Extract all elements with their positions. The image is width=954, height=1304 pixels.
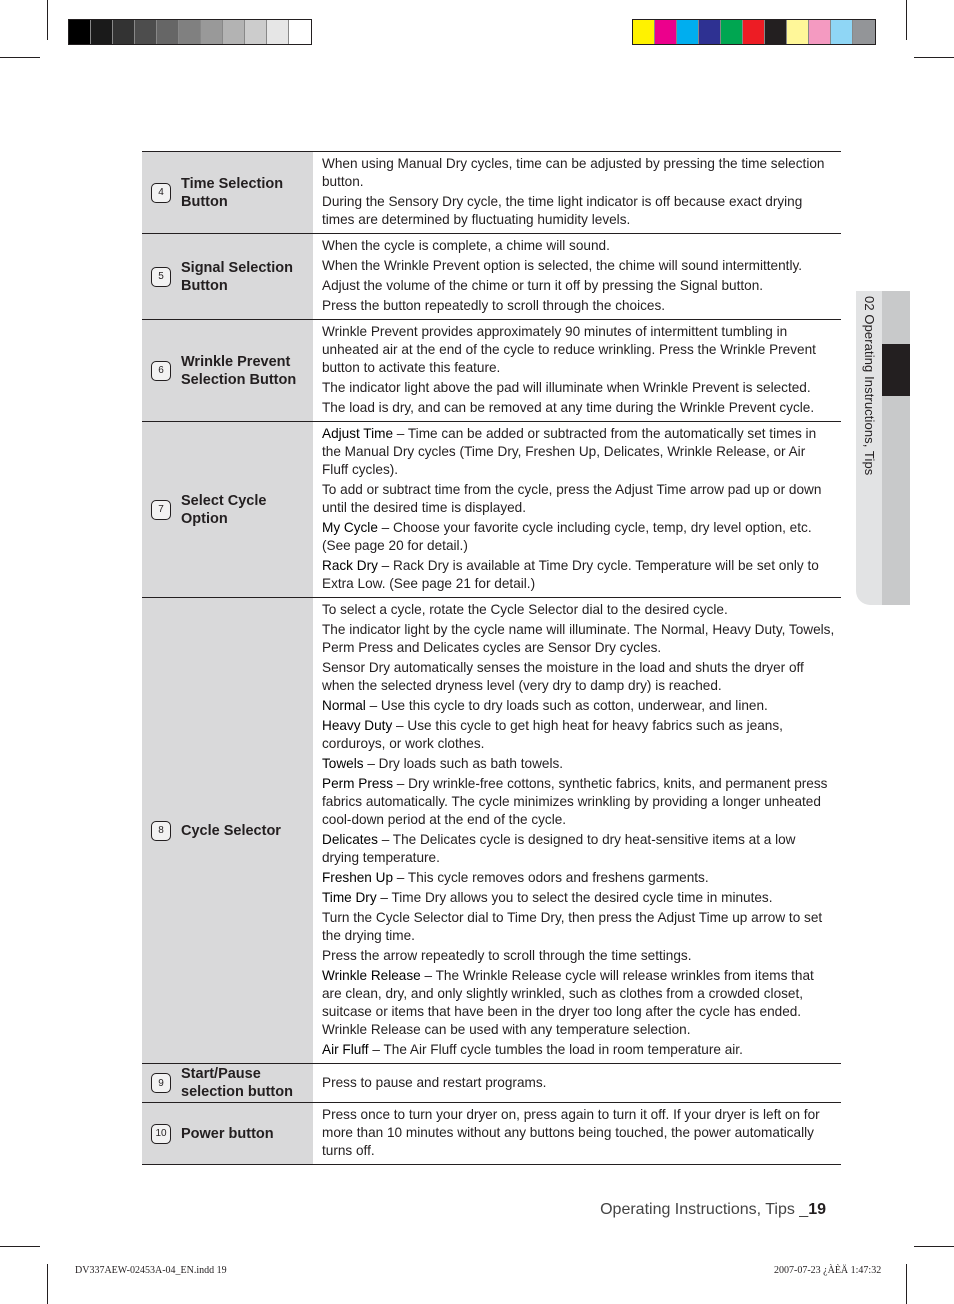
description-paragraph	[322, 1106, 835, 1160]
description-text: – The Delicates cycle is designed to dry heat-sensitive items at a low drying temperature.	[322, 832, 796, 865]
table-row	[142, 320, 841, 422]
color-swatch	[721, 20, 743, 44]
description-term: Perm Press	[322, 776, 394, 791]
color-swatch	[853, 20, 875, 44]
table-row	[142, 422, 841, 598]
description-text: – Dry loads such as bath towels.	[363, 756, 564, 771]
crop-mark	[914, 1246, 954, 1247]
item-number-badge: 8	[151, 821, 171, 841]
item-number-badge: 6	[151, 361, 171, 381]
description-paragraph	[322, 869, 835, 887]
row-label-cell	[142, 422, 313, 598]
item-number-badge: 4	[151, 183, 171, 203]
control-panel-table	[142, 151, 841, 1165]
row-description-cell	[313, 320, 841, 422]
description-text: – Choose your favorite cycle including cycle, temp, dry level option, etc. (See page 20 for detail.)	[322, 520, 812, 553]
description-text: – Dry wrinkle-free cottons, synthetic fabrics, knits, and permanent press fabrics automatically. The cycle minimizes wrinkling by providing a longer unheated cool-down period at the end of the cycle.	[322, 776, 828, 827]
crop-mark	[906, 0, 907, 40]
row-description-cell	[313, 598, 841, 1064]
description-paragraph	[322, 237, 835, 255]
row-description-cell	[313, 1064, 841, 1103]
item-label: Signal Selection Button	[181, 259, 293, 294]
gray-swatch	[69, 20, 91, 44]
description-term: Air Fluff	[322, 1042, 369, 1057]
item-number-badge: 5	[151, 267, 171, 287]
description-paragraph	[322, 481, 835, 517]
crop-mark	[0, 57, 40, 58]
description-paragraph	[322, 257, 835, 275]
table-row	[142, 1103, 841, 1165]
table-row	[142, 152, 841, 234]
gray-swatch	[91, 20, 113, 44]
row-description-cell	[313, 152, 841, 234]
item-label: Select Cycle Option	[181, 492, 267, 527]
description-text: – Use this cycle to get high heat for heavy fabrics such as jeans, corduroys, or work clothes.	[322, 718, 783, 751]
item-label: Power button	[181, 1125, 274, 1142]
description-text: – Use this cycle to dry loads such as cotton, underwear, and linen.	[365, 698, 768, 713]
description-text: Press to pause and restart programs.	[322, 1074, 547, 1090]
description-text: Adjust the volume of the chime or turn it off by pressing the Signal button.	[322, 278, 764, 293]
table-row	[142, 234, 841, 320]
description-term: Time Dry	[322, 890, 377, 905]
item-label: Wrinkle Prevent Selection Button	[181, 353, 297, 388]
row-description-cell	[313, 234, 841, 320]
chapter-tab-marker	[882, 344, 910, 396]
description-paragraph	[322, 659, 835, 695]
description-text: – This cycle removes odors and freshens garments.	[393, 870, 709, 885]
description-paragraph	[322, 889, 835, 907]
description-text: – Time Dry allows you to select the desired cycle time in minutes.	[376, 890, 773, 905]
gray-swatch	[267, 20, 289, 44]
description-paragraph	[322, 557, 835, 593]
description-term: Wrinkle Release	[322, 968, 421, 983]
description-paragraph	[322, 399, 835, 417]
description-paragraph	[322, 697, 835, 715]
crop-mark	[914, 57, 954, 58]
grayscale-calibration-bar	[68, 19, 312, 45]
row-description-cell	[313, 422, 841, 598]
description-paragraph	[322, 323, 835, 377]
description-term: Towels	[322, 756, 364, 771]
description-paragraph	[322, 277, 835, 295]
description-paragraph	[322, 947, 835, 965]
description-term: Heavy Duty	[322, 718, 393, 733]
description-paragraph	[322, 1041, 835, 1059]
slug-file: DV337AEW-02453A-04_EN.indd 19	[75, 1265, 227, 1276]
item-number-badge: 10	[151, 1124, 171, 1144]
crop-mark	[47, 0, 48, 40]
description-text: To select a cycle, rotate the Cycle Selector dial to the desired cycle.	[322, 602, 728, 617]
description-text: – The Wrinkle Release cycle will release wrinkles from items that are clean, dry, and only slightly wrinkled, such as clothes from a crowded closet, suitcase or items that have been in the dryer too long after the cycle has ended. Wrinkle Release can be used with any temperature selection.	[322, 968, 814, 1037]
crop-mark	[906, 1264, 907, 1304]
gray-swatch	[223, 20, 245, 44]
description-term: Rack Dry	[322, 558, 378, 573]
description-term: My Cycle	[322, 520, 378, 535]
description-text: Press once to turn your dryer on, press again to turn it off. If your dryer is left on for more than 10 minutes without any buttons being touched, the power automatically turns off.	[322, 1107, 820, 1158]
gray-swatch	[113, 20, 135, 44]
description-paragraph	[322, 519, 835, 555]
description-paragraph	[322, 755, 835, 773]
description-text: To add or subtract time from the cycle, press the Adjust Time arrow pad up or down until the desired time is displayed.	[322, 482, 822, 515]
color-swatch	[809, 20, 831, 44]
table-row	[142, 598, 841, 1064]
description-text: When using Manual Dry cycles, time can be adjusted by pressing the time selection button.	[322, 156, 825, 189]
color-swatch	[699, 20, 721, 44]
description-term: Normal	[322, 698, 366, 713]
row-description-cell	[313, 1103, 841, 1165]
chapter-tab-label: 02 Operating Instructions, Tips	[862, 296, 877, 476]
description-text: The indicator light above the pad will illuminate when Wrinkle Prevent is selected.	[322, 380, 811, 395]
description-text: When the cycle is complete, a chime will sound.	[322, 238, 610, 253]
page-footer	[600, 1201, 826, 1219]
row-label-cell	[142, 320, 313, 422]
description-text: The indicator light by the cycle name will illuminate. The Normal, Heavy Duty, Towels, Perm Press and Delicates cycles are Sensor Dry cycles.	[322, 622, 835, 655]
description-paragraph	[322, 967, 835, 1039]
description-paragraph	[322, 831, 835, 867]
item-number-badge: 7	[151, 500, 171, 520]
description-text: The load is dry, and can be removed at any time during the Wrinkle Prevent cycle.	[322, 400, 815, 415]
gray-swatch	[201, 20, 223, 44]
description-text: Press the arrow repeatedly to scroll through the time settings.	[322, 948, 692, 963]
item-label: Start/Pause selection button	[181, 1066, 293, 1100]
row-label-cell	[142, 1064, 313, 1103]
description-text: During the Sensory Dry cycle, the time light indicator is off because exact drying times are determined by fluctuating humidity levels.	[322, 194, 803, 227]
description-term: Freshen Up	[322, 870, 394, 885]
color-swatch	[831, 20, 853, 44]
description-paragraph	[322, 909, 835, 945]
color-swatch	[787, 20, 809, 44]
color-swatch	[743, 20, 765, 44]
description-paragraph	[322, 297, 835, 315]
description-paragraph	[322, 717, 835, 753]
crop-mark	[0, 1246, 40, 1247]
description-paragraph	[322, 155, 835, 191]
description-text: When the Wrinkle Prevent option is selected, the chime will sound intermittently.	[322, 258, 803, 273]
description-paragraph	[322, 775, 835, 829]
item-number-badge: 9	[151, 1073, 171, 1093]
description-paragraph	[322, 1074, 835, 1092]
description-text: – Rack Dry is available at Time Dry cycle. Temperature will be set only to Extra Low. (See page 21 for detail.)	[322, 558, 819, 591]
gray-swatch	[135, 20, 157, 44]
footer-text: Operating Instructions, Tips _	[600, 1201, 809, 1218]
gray-swatch	[179, 20, 201, 44]
slug-date: 2007-07-23 ¿ÀÈÄ 1:47:32	[774, 1265, 882, 1276]
gray-swatch	[157, 20, 179, 44]
description-term: Delicates	[322, 832, 378, 847]
color-swatch	[655, 20, 677, 44]
description-paragraph	[322, 425, 835, 479]
description-text: Turn the Cycle Selector dial to Time Dry, then press the Adjust Time up arrow to set the drying time.	[322, 910, 823, 943]
row-label-cell	[142, 234, 313, 320]
row-label-cell	[142, 598, 313, 1064]
item-label: Cycle Selector	[181, 822, 281, 839]
item-label: Time Selection Button	[181, 175, 284, 210]
description-text: Press the button repeatedly to scroll through the choices.	[322, 298, 666, 313]
description-paragraph	[322, 193, 835, 229]
color-calibration-bar	[632, 19, 876, 45]
gray-swatch	[289, 20, 311, 44]
page-number: 19	[808, 1201, 826, 1218]
description-text: – Time can be added or subtracted from the automatically set times in the Manual Dry cycles (Time Dry, Freshen Up, Delicates, Wrinkle Release, or Air Fluff cycles).	[322, 426, 817, 477]
gray-swatch	[245, 20, 267, 44]
description-text: – The Air Fluff cycle tumbles the load in room temperature air.	[368, 1042, 743, 1057]
color-swatch	[677, 20, 699, 44]
chapter-tab-strip	[882, 291, 910, 605]
crop-mark	[47, 1264, 48, 1304]
description-text: Wrinkle Prevent provides approximately 90 minutes of intermittent tumbling in unheated air at the end of the cycle to reduce wrinkling. Press the Wrinkle Prevent button to activate this feature.	[322, 324, 816, 375]
description-paragraph	[322, 621, 835, 657]
row-label-cell	[142, 1103, 313, 1165]
table-row	[142, 1064, 841, 1103]
description-text: Sensor Dry automatically senses the moisture in the load and shuts the dryer off when the selected dryness level (very dry to damp dry) is reached.	[322, 660, 804, 693]
description-term: Adjust Time	[322, 426, 394, 441]
description-paragraph	[322, 379, 835, 397]
color-swatch	[765, 20, 787, 44]
color-swatch	[633, 20, 655, 44]
description-paragraph	[322, 601, 835, 619]
row-label-cell	[142, 152, 313, 234]
